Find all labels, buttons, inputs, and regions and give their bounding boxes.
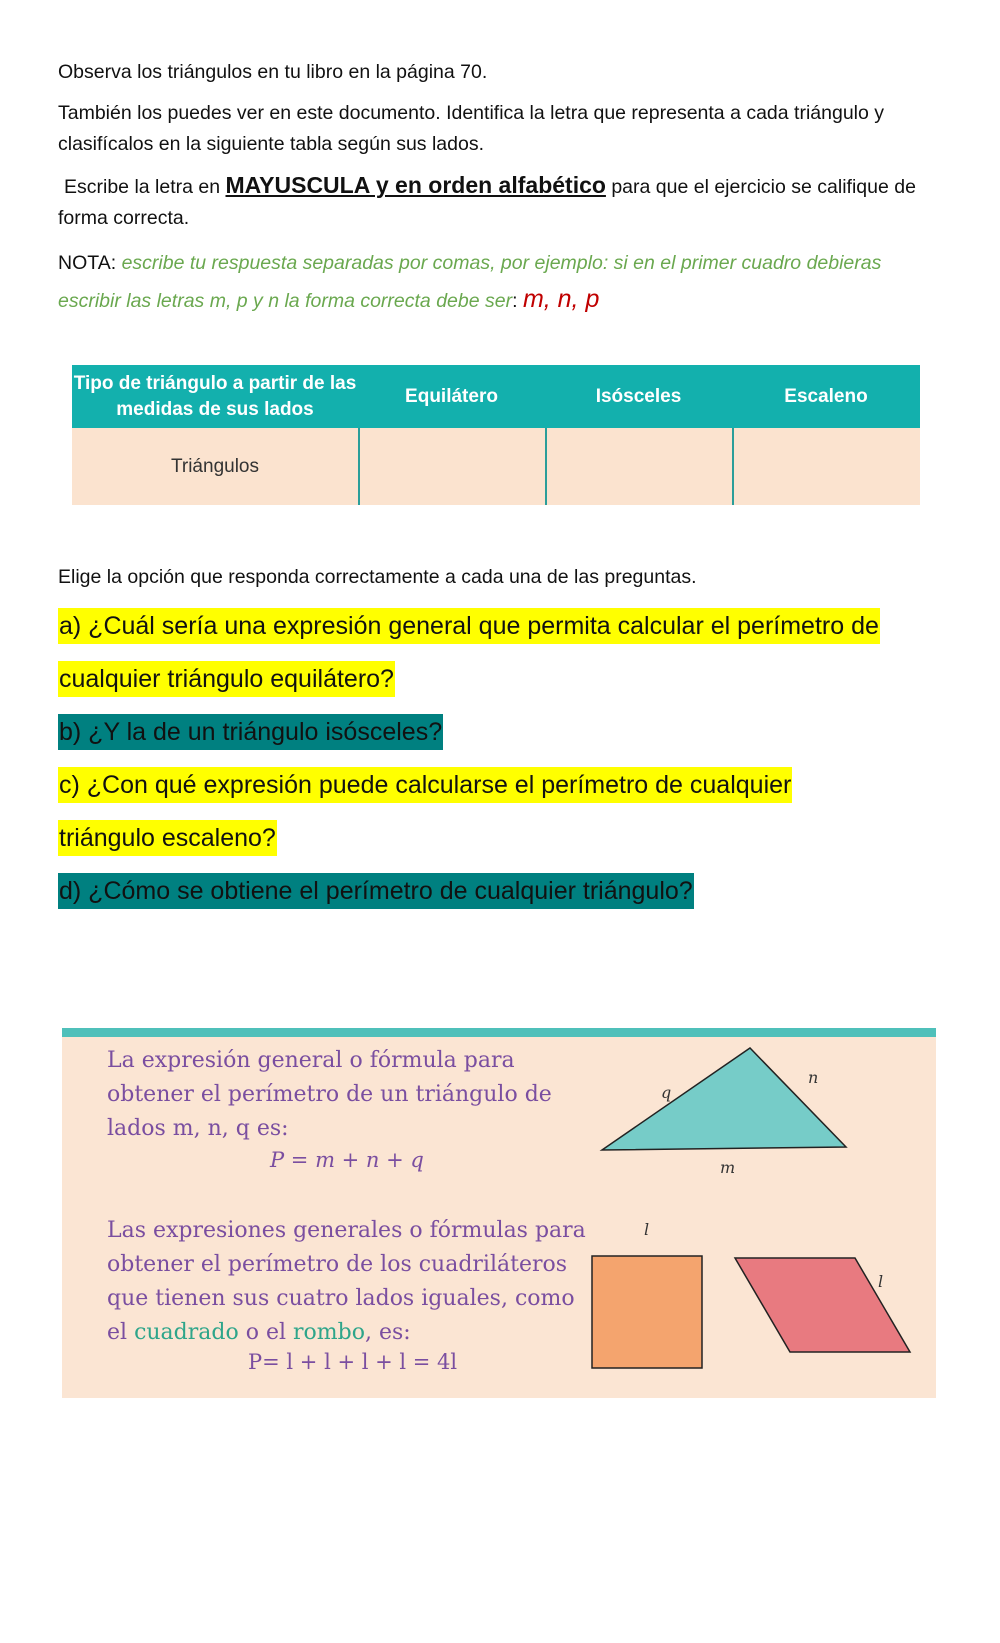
header-escaleno: Escaleno <box>784 385 868 407</box>
answer-escaleno[interactable] <box>734 428 920 505</box>
quad-text-es: , es: <box>364 1320 411 1345</box>
question-a-line-1: a) ¿Cuál sería una expresión general que permita calcular el perímetro de <box>58 608 880 644</box>
line3-before: Escribe la letra en <box>64 176 226 198</box>
row-label: Triángulos <box>170 455 259 477</box>
line3-emphasis: MAYUSCULA y en orden alfabético <box>225 172 606 198</box>
triangle-label-q: q <box>661 1083 672 1102</box>
triangle-label-n: n <box>808 1068 819 1087</box>
intro-line-3 <box>58 170 938 234</box>
question-c-line-2: triángulo escaleno? <box>58 820 277 856</box>
nota-colon: : <box>512 290 523 312</box>
formula-info-box <box>62 1028 936 1398</box>
table-header <box>72 365 920 428</box>
answer-isosceles[interactable] <box>547 428 732 505</box>
rhombus-label-l: l <box>878 1272 884 1291</box>
question-d: d) ¿Cómo se obtiene el perímetro de cualquier triángulo? <box>58 873 694 909</box>
rombo-word: rombo <box>293 1320 365 1345</box>
triangle-label-m: m <box>720 1158 736 1177</box>
answer-equilatero[interactable] <box>360 428 545 505</box>
quad-text-line-2: obtener el perímetro de los cuadriláteros <box>107 1252 568 1277</box>
quad-text-el-1: el <box>107 1320 135 1345</box>
questions-instruction: Elige la opción que responda correctamente a cada una de las preguntas. <box>58 566 697 588</box>
intro-line-1: Observa los triángulos en tu libro en la página 70. <box>58 61 488 83</box>
triangle-text-line-3: lados m, n, q es: <box>107 1116 289 1141</box>
quad-text-line-1: Las expresiones generales o fórmulas para <box>107 1218 586 1243</box>
triangle-text-line-1: La expresión general o fórmula para <box>107 1048 515 1073</box>
header-type: Tipo de triángulo a partir de las medidas de sus lados <box>73 372 357 420</box>
cuadrado-word: cuadrado <box>134 1320 239 1345</box>
line3-after: para que el ejercicio se califique de forma correcta. <box>58 176 916 229</box>
triangle-shape <box>602 1048 846 1150</box>
quad-formula: P= l + l + l + l = 4l <box>248 1350 458 1374</box>
shapes-illustration <box>62 1028 936 1398</box>
question-c-line-1: c) ¿Con qué expresión puede calcularse el perímetro de cualquier <box>58 767 792 803</box>
triangle-text-line-2: obtener el perímetro de un triángulo de <box>107 1082 552 1107</box>
header-isosceles: Isósceles <box>595 385 682 407</box>
quad-text-line-3: que tienen sus cuatro lados iguales, como <box>107 1286 575 1311</box>
header-equilatero: Equilátero <box>405 385 498 407</box>
nota-paragraph <box>58 245 938 319</box>
square-label-l: l <box>644 1220 650 1239</box>
rhombus-shape <box>735 1258 910 1352</box>
nota-example: m, n, p <box>522 285 600 313</box>
nota-text: escribe tu respuesta separadas por comas, por ejemplo: si en el primer cuadro debieras escribir las letras m, p y n la forma correcta debe ser <box>58 252 882 312</box>
intro-line-2: También los puedes ver en este documento. Identifica la letra que representa a cada triángulo y clasifícalos en la siguiente tabla según sus lados. <box>58 102 885 155</box>
classification-table <box>72 365 920 505</box>
table-row <box>72 428 920 505</box>
nota-label: NOTA: <box>58 252 122 274</box>
quad-text-el-2: o el <box>238 1320 293 1345</box>
triangle-formula: P = m + n + q <box>270 1148 424 1172</box>
question-b: b) ¿Y la de un triángulo isósceles? <box>58 714 443 750</box>
question-a-line-2: cualquier triángulo equilátero? <box>58 661 395 697</box>
square-shape <box>592 1256 702 1368</box>
